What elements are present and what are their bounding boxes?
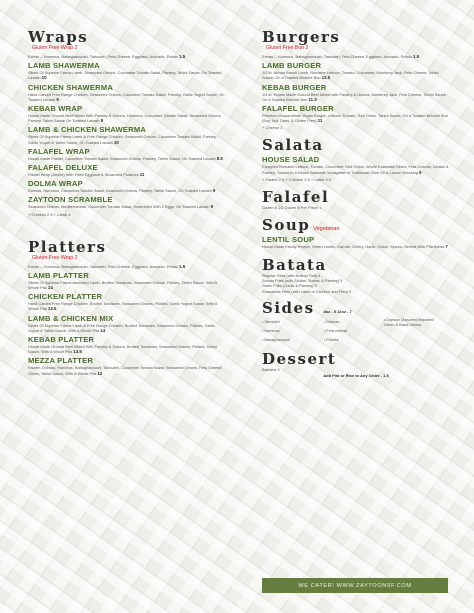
- salata-title: Salata: [262, 136, 324, 155]
- platters-extras-text: Extras -- Hummus, Babaghanoush, Tabouleh, Feta Cheese, Eggplant, Avocado, Potato: [28, 263, 178, 269]
- wrap-item-desc-text: House Made Falafel, Cucumber Tomato Salad, Seasoned Onions, Parsley, Tahini Sauce, On Toasted Lavash: [28, 155, 216, 161]
- batata-lines: [262, 273, 450, 294]
- wraps-addons: + Chicken 2.5 + Lamb 4: [28, 211, 71, 217]
- platter-item: [28, 314, 226, 333]
- platter-item-price: 13.5: [73, 349, 82, 355]
- falafel-title: Falafel: [262, 187, 330, 206]
- wrap-item: [28, 147, 226, 161]
- soup-section: [262, 215, 450, 249]
- wrap-item-desc: [28, 156, 226, 161]
- burger-item-desc-text: 1/3 lb. Niman Ranch Lamb, Romaine Lettuce, Tomato, Cucumber, Monterey Jack, Feta Cheese, Tahini Sauce, On a Toasted Brioche Bun: [262, 70, 439, 81]
- burger-item-desc: [262, 113, 450, 123]
- wrap-item-desc: [28, 113, 226, 123]
- wrap-item: [28, 104, 226, 123]
- burger-item-desc-text: Premium House-Made Vegan Burger, Lettuce, Tomato, Red Onion, Tahini Sauce, On a Toasted Brioche Bun (Soy, Nut, Dairy, & Gluten Free): [262, 113, 448, 124]
- sides-sizes: 8oz - 5 12oz - 7: [323, 308, 352, 314]
- batata-line: Za'atar Fries (with Za'atar, Sumac & Parsley) 5: [262, 278, 343, 284]
- wrap-item-desc: [28, 188, 226, 193]
- burger-item-desc: [262, 70, 450, 80]
- catering-banner[interactable]: WE CATER! WWW.ZAYTOONSF.COM: [262, 578, 448, 593]
- side-item: • Hummus: [262, 327, 324, 336]
- platter-item-name: MEZZA PLATTER: [28, 356, 94, 366]
- burgers-subtitle: Gluten Free Bun 2: [266, 45, 309, 51]
- burgers-items: [262, 61, 450, 123]
- wrap-item-name: LAMB SHAWERMA: [28, 61, 100, 71]
- platter-item-name: CHICKEN PLATTER: [28, 292, 103, 302]
- wrap-item-desc-text: Slices Of Superior Farms Lamb & Free Range Chicken, Seasoned Onions, Cucumber Tomato Salad, Parsley, Garlic Yogurt & Tahini Sauce, On Toasted Lavash: [28, 134, 217, 145]
- dessert-title: Dessert: [262, 349, 337, 368]
- sides-section: [262, 298, 450, 345]
- wrap-item-desc-text: Hand Carved Free Range Chicken, Seasoned Onions, Cucumber Tomato Salad, Parsley, Garlic Yogurt Sauce, On Toasted Lavash: [28, 91, 225, 102]
- wrap-item: [28, 163, 226, 177]
- wrap-item-name: ZAYTOON SCRAMBLE: [28, 195, 113, 205]
- burger-item-price: 12.5: [321, 75, 331, 81]
- wrap-item-desc: [28, 70, 226, 80]
- soup-item-desc: [262, 244, 450, 249]
- wraps-subtitle: Gluten Free Wrap 2: [32, 45, 78, 51]
- side-item: • Tabouleh: [262, 318, 324, 327]
- wrap-item-name: LAMB & CHICKEN SHAWERMA: [28, 125, 147, 135]
- batata-title: Batata: [262, 256, 327, 275]
- burgers-title: Burgers: [262, 28, 341, 46]
- platter-item-desc-text: Falafel, Dolmas, Hummus, Babaghanoush, Tabouleh, Cucumber Tomato Salad, Seasoned Onions, Feta Cheese, Olives, Tahini Sauce, With A Whole Pita: [28, 365, 223, 376]
- left-column: [28, 30, 226, 378]
- wrap-item-desc-text: Slices Of Superior Farms Lamb, Seasoned Onions, Cucumber Tomato Salad, Parsley, Tahini Sauce, On Toasted Lavash: [28, 70, 222, 81]
- salad-item-name: HOUSE SALAD: [262, 155, 320, 165]
- wraps-extras-text: Extras -- Hummus, Babaghanoush, Tabouleh, Feta Cheese, Eggplant, Avocado, Potato: [28, 54, 178, 59]
- wrap-item-price: 8.5: [216, 155, 223, 161]
- wrap-item-price: 9: [212, 188, 216, 194]
- wraps-title: Wraps: [28, 28, 89, 46]
- burgers-addons: + Cheese 1: [262, 125, 283, 131]
- dessert-line: Baklava 3: [262, 366, 280, 372]
- platter-item-desc: [28, 344, 226, 354]
- platter-item: [28, 292, 226, 311]
- wrap-item-price: 9: [100, 118, 104, 124]
- platters-items: [28, 271, 226, 376]
- platter-item-desc: [28, 323, 226, 333]
- soup-item-price: 7: [445, 243, 448, 249]
- platter-item-price: 12: [97, 370, 103, 376]
- platter-item-desc: [28, 280, 226, 290]
- soup-title: Soup: [262, 215, 311, 234]
- burger-item-name: FALAFEL BURGER: [262, 104, 334, 114]
- wrap-item-name: FALAFEL DELUXE: [28, 163, 98, 173]
- batata-line: Shawarma Fries (with Lamb or Chicken and Feta) 9: [262, 288, 352, 294]
- burger-item-name: LAMB BURGER: [262, 61, 322, 71]
- platter-item-desc-text: Slices Of Superior Farms Lamb & Free Range Chicken, Broiled Tomatoes, Seasoned Onions, Pickles, Garlic Yogurt & Tahini Sauce, With A Whole Pita: [28, 322, 215, 333]
- burger-item-name: KEBAB BURGER: [262, 82, 327, 92]
- batata-section: [262, 258, 450, 294]
- platter-item-desc: [28, 301, 226, 311]
- add-pita-note: Add Pita or Rice to Any Order - 1.5: [323, 372, 389, 378]
- side-item: • Babaghanoush: [262, 336, 324, 345]
- salata-items: [262, 155, 450, 174]
- sides-olives: • Zaytoon (Assorted Imported Green & Black Olives): [384, 318, 433, 327]
- burgers-extras-text: Extras -- Hummus, Babaghanoush, Tabouleh, Feta Cheese, Eggplant, Avocado, Potato: [262, 54, 412, 59]
- soup-item-name: LENTIL SOUP: [262, 234, 315, 244]
- wrap-item: [28, 83, 226, 102]
- platter-item-price: 14: [47, 285, 53, 291]
- burgers-extras: [262, 54, 450, 59]
- burger-item: [262, 83, 450, 102]
- platter-item-price: 14: [100, 327, 106, 333]
- burger-item-price: 11.5: [308, 96, 317, 102]
- salad-item: [262, 155, 450, 174]
- falafel-prices: Dozen 8 1/2 Dozen 5 Per Piece 1: [262, 204, 322, 210]
- sides-list: [262, 318, 450, 345]
- platters-extras: [28, 264, 226, 269]
- wrap-item-desc-text: Dolmas, Hummus, Cucumber Tomato Salad, Seasoned Onions, Parsley, Tahini Sauce, On Toasted Lavash: [28, 188, 212, 194]
- wrap-item-desc: [28, 134, 226, 144]
- platters-title: Platters: [28, 237, 107, 256]
- platter-item: [28, 335, 226, 354]
- wrap-item: [28, 125, 226, 144]
- wrap-item-desc-text: Seasoned Onions, Mediterranean, Cucumber Tomato Salad, Scrambled With 2 Eggs, On Toasted Lavash: [28, 204, 210, 210]
- burgers-extras-price: 1.5: [413, 54, 420, 59]
- platter-item-name: KEBAB PLATTER: [28, 335, 95, 345]
- wrap-item-desc-text: House Made Ground Beef Mixed With Parsley & Onions, Hummus, Cucumber Tomato Salad, Seasoned Onions, Parsley, Tahini Sauce On Toasted Lavash: [28, 113, 222, 124]
- soup-item: [262, 235, 450, 249]
- soup-vegetarian-label: Vegetarian: [313, 225, 340, 232]
- salad-item-desc-text: Chopped Romaine Lettuce, Tomato, Cucumber, Red Onion, Whole Kalamata Olives, Feta Cheese, Za'atar & Parsley, Tossed In a House Balsamic Vinaigrette or Traditional Olive Oil & Lemon Dressing: [262, 164, 449, 175]
- dessert-section: [262, 349, 450, 379]
- platters-section: [28, 237, 226, 376]
- platter-item-desc-text: House Made Ground Beef Mixed With Parsley & Onions, Broiled Tomatoes, Seasoned Onions, Pickles, Tahini Sauce, With A Whole Pita: [28, 344, 217, 355]
- soup-item-desc-text: House Made Family Recipe, Green Lentils, Carrots, Celery, Garlic, Onion, Spices, Served With Pita Bread: [262, 243, 445, 249]
- wrap-item-name: FALAFEL WRAP: [28, 146, 90, 156]
- wraps-extras-price: 1.5: [179, 54, 186, 59]
- wrap-item-name: CHICKEN SHAWERMA: [28, 82, 114, 92]
- burger-item: [262, 104, 450, 123]
- burgers-section: [262, 30, 450, 131]
- falafel-section: [262, 187, 450, 211]
- burger-item-price: 11: [317, 118, 323, 124]
- wrap-item: [28, 61, 226, 80]
- wrap-item: [28, 195, 226, 209]
- burger-item-desc-text: 1/3 lb. House Made Ground Beef Mixed with Parsley & Onions, Monterey Jack, Feta Cheese, Tahini Sauce, On a Toasted Brioche Bun: [262, 91, 447, 102]
- platter-item-desc: [28, 365, 226, 375]
- batata-line: Regular Fries (with Kosher Salt) 4: [262, 273, 321, 279]
- wrap-item-desc: [28, 172, 226, 177]
- wrap-item: [28, 179, 226, 193]
- right-column: [262, 30, 450, 379]
- sides-col-2: [324, 318, 384, 345]
- platter-item-name: LAMB & CHICKEN MIX: [28, 313, 114, 323]
- platter-item-price: 13.5: [47, 306, 57, 312]
- wrap-item-price: 11: [139, 172, 145, 178]
- sides-col-1: [262, 318, 324, 345]
- wrap-item-name: DOLMA WRAP: [28, 179, 83, 189]
- salata-section: [262, 138, 450, 182]
- salad-item-price: 9: [419, 169, 422, 175]
- platter-item: [28, 271, 226, 290]
- wraps-extras: [28, 54, 226, 59]
- sides-title: Sides: [262, 298, 315, 317]
- platters-subtitle: Gluten Free Wrap 2: [32, 254, 78, 261]
- burger-item-desc: [262, 92, 450, 102]
- burger-item: [262, 61, 450, 80]
- platters-extras-price: 1.5: [179, 263, 186, 269]
- wrap-item-price: 9: [210, 204, 214, 210]
- side-item: • Feta cheese: [324, 327, 384, 336]
- wrap-item-price: 10: [113, 139, 119, 145]
- wrap-item-name: KEBAB WRAP: [28, 104, 83, 114]
- platter-item-desc-text: Hand Carved Free Range Chicken, Broiled Tomatoes, Seasoned Onions, Pickles, Garlic Yogurt Sauce, With A Whole Pita: [28, 301, 218, 312]
- salad-item-desc: [262, 164, 450, 174]
- soup-items: [262, 235, 450, 249]
- platter-item-desc-text: Slices Of Superior Farms American Lamb, Broiled Tomatoes, Seasoned Onions, Pickles, Tahini Sauce, With A Whole Pita: [28, 279, 217, 291]
- wrap-item-desc: [28, 92, 226, 102]
- wrap-item-price: 10: [41, 75, 47, 81]
- wrap-item-desc: [28, 204, 226, 209]
- platter-item: [28, 356, 226, 375]
- sides-col-3: [384, 318, 444, 345]
- platter-item-name: LAMB PLATTER: [28, 270, 89, 280]
- wrap-item-desc-text: Falafel Wrap (Above) With Fried Eggplant & Seasoned Potatoes: [28, 172, 139, 178]
- salata-addons: + Falafel 2.5 + Chicken 3.5 + Lamb 4.5: [262, 176, 332, 182]
- wraps-section: [28, 30, 226, 218]
- wraps-items: [28, 61, 226, 209]
- side-item: • Dolmas: [324, 318, 384, 327]
- batata-line: Garlic Fries (Garlic & Parsley) 5: [262, 283, 317, 289]
- wrap-item-price: 9: [56, 96, 59, 102]
- side-item: • Pickles: [324, 336, 384, 345]
